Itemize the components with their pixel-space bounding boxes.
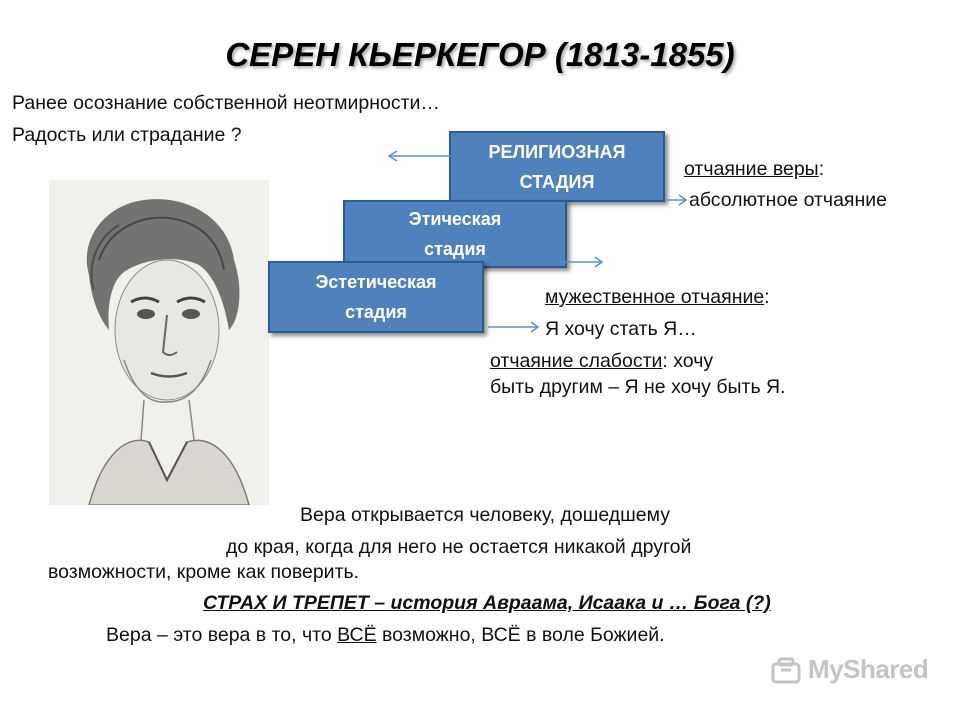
arrow-left-icon (385, 148, 455, 164)
slide-title: СЕРЕН КЬЕРКЕГОР (1813-1855) (225, 36, 735, 73)
weakness-despair-term: отчаяние слабости (490, 350, 663, 372)
aesthetic-stage-box (268, 261, 484, 333)
absolute-despair-text: абсолютное отчаяние (689, 189, 887, 211)
myshared-logo-icon (770, 656, 804, 688)
final-before: Вера – это вера в то, что (106, 624, 338, 646)
faith-line-2: до края, когда для него не остается никакой другой (226, 536, 692, 558)
portrait-drawing (49, 180, 269, 505)
ethical-stage-label-1: Этическая (408, 209, 502, 229)
fear-and-trembling-line: СТРАХ И ТРЕПЕТ – история Авраама, Исаака и … Бога (?) (203, 592, 771, 614)
intro-line-1: Ранее осознание собственной неотмирности… (12, 92, 440, 114)
courage-despair-colon: : (764, 286, 770, 308)
religious-stage-box (449, 131, 665, 202)
religious-stage-label-2: СТАДИЯ (519, 171, 595, 192)
myshared-watermark: MyShared (808, 654, 929, 684)
courage-despair-text (545, 286, 770, 309)
courage-despair-term: мужественное отчаяние (545, 286, 765, 308)
despair-faith-text (684, 158, 824, 181)
despair-faith-colon: : (818, 158, 825, 180)
ethical-stage-box (343, 200, 567, 268)
faith-line-3: возможности, кроме как поверить. (48, 561, 360, 583)
faith-line-1: Вера открывается человеку, дошедшему (300, 504, 671, 526)
aesthetic-stage-label-2: стадия (345, 302, 407, 322)
ethical-stage-label-2: стадия (424, 239, 486, 259)
arrow-right-icon (560, 255, 606, 269)
arrow-right-icon (486, 320, 542, 334)
aesthetic-stage-label-1: Эстетическая (315, 272, 437, 292)
weakness-despair-rest: : хочу (662, 350, 714, 372)
despair-faith-term: отчаяние веры (684, 158, 819, 180)
final-statement (106, 624, 665, 647)
religious-stage-label-1: РЕЛИГИОЗНАЯ (488, 141, 626, 162)
courage-despair-result: Я хочу стать Я… (545, 318, 697, 340)
portrait-image (49, 180, 269, 505)
final-all-underlined: ВСЁ (337, 624, 377, 646)
arrow-right-icon (664, 193, 690, 207)
final-middle: возможно, ВСЁ в воле Божией. (376, 624, 665, 646)
intro-line-2: Радость или страдание ? (12, 124, 242, 146)
weakness-despair-text (490, 350, 713, 373)
weakness-despair-line2: быть другим – Я не хочу быть Я. (490, 376, 786, 398)
